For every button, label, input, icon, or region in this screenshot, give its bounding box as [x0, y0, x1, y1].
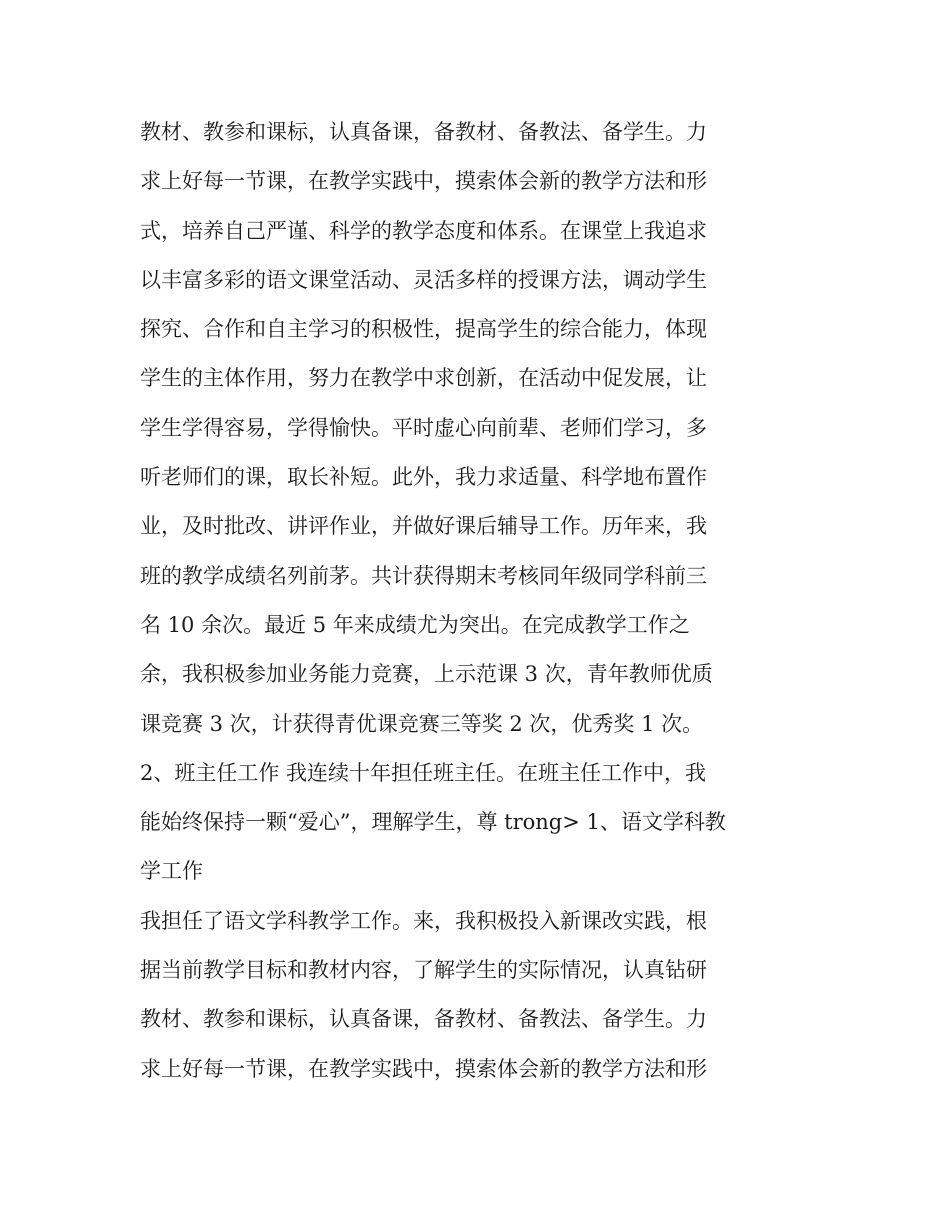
text-line: 探究、合作和自主学习的积极性，提高学生的综合能力，体现	[140, 317, 707, 342]
text-line: 学生的主体作用，努力在教学中求创新，在活动中促发展，让	[140, 366, 707, 391]
text-line: 听老师们的课，取长补短。此外，我力求适量、科学地布置作	[140, 465, 707, 490]
text-line: 求上好每一节课，在教学实践中，摸索体会新的教学方法和形	[140, 169, 707, 194]
text-line: 我担任了语文学科教学工作。来，我积极投入新课改实践，根	[140, 908, 707, 933]
text-line: 教材、教参和课标，认真备课，备教材、备教法、备学生。力	[140, 1007, 707, 1032]
text-line: 以丰富多彩的语文课堂活动、灵活多样的授课方法，调动学生	[140, 267, 707, 292]
text-line: 式，培养自己严谨、科学的教学态度和体系。在课堂上我追求	[140, 218, 707, 243]
text-line: 据当前教学目标和教材内容，了解学生的实际情况，认真钻研	[140, 958, 707, 983]
text-line: 学工作	[140, 859, 203, 884]
text-line: 班的教学成绩名列前茅。共计获得期末考核同年级同学科前三	[140, 563, 707, 588]
text-line: 能始终保持一颗“爱心”，理解学生，尊 trong> 1、语文学科教	[140, 810, 726, 835]
text-line: 求上好每一节课，在教学实践中，摸索体会新的教学方法和形	[140, 1056, 707, 1081]
section-heading-line: 2、班主任工作 我连续十年担任班主任。在班主任工作中，我	[140, 760, 707, 785]
text-line: 业，及时批改、讲评作业，并做好课后辅导工作。历年来，我	[140, 514, 707, 539]
text-line: 名 10 余次。最近 5 年来成绩尤为突出。在完成教学工作之	[140, 612, 690, 637]
text-line: 余，我积极参加业务能力竞赛，上示范课 3 次，青年教师优质	[140, 662, 713, 687]
text-line: 学生学得容易，学得愉快。平时虚心向前辈、老师们学习，多	[140, 415, 707, 440]
text-line: 课竞赛 3 次，计获得青优课竞赛三等奖 2 次，优秀奖 1 次。	[140, 711, 704, 736]
text-line: 教材、教参和课标，认真备课，备教材、备教法、备学生。力	[140, 120, 707, 144]
body-text	[140, 108, 820, 1094]
